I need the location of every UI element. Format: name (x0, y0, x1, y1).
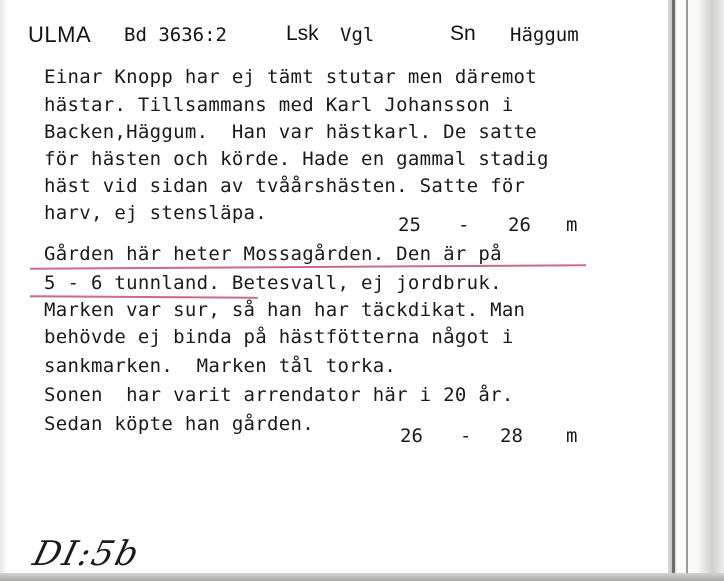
card-bottom-edge (0, 573, 724, 581)
handwritten-signature: DI:5b (29, 534, 145, 574)
text-line: Sedan köpte han gården. (44, 413, 314, 435)
socken-value: Häggum (510, 24, 579, 46)
highlight-underline (30, 264, 586, 269)
card-edge-line-secondary (686, 0, 688, 581)
text-line: Einar Knopp har ej tämt stutar men däremot (44, 66, 538, 88)
page-ref-from: 26 (400, 425, 423, 447)
landskap-label: Lsk (286, 22, 319, 45)
text-line: behövde ej binda på hästfötterna något i (44, 326, 514, 348)
page-ref-from: 25 (398, 214, 421, 236)
page-ref-dash: - (458, 214, 470, 236)
text-line: 5 - 6 tunnland. Betesvall, ej jordbruk. (44, 272, 502, 294)
page-ref-dash: - (460, 425, 472, 447)
archive-name: ULMA (28, 22, 92, 47)
socken-label: Sn (450, 22, 476, 45)
page-ref-to: 28 (500, 425, 523, 447)
text-line: hästar. Tillsammans med Karl Johansson i (44, 94, 514, 116)
page-ref-unit: m (566, 214, 578, 236)
card-left-shadow (0, 0, 8, 581)
landskap-value: Vgl (340, 24, 375, 46)
text-line: Gården här heter Mossagården. Den är på (44, 243, 502, 265)
card-edge-line (672, 0, 675, 581)
text-line: Backen,Häggum. Han var hästkarl. De satte (44, 121, 538, 143)
text-line: för hästen och körde. Hade en gammal stadig (44, 148, 549, 170)
text-line: harv, ej stensläpa. (44, 202, 268, 224)
text-line: sankmarken. Marken tål torka. (44, 355, 397, 377)
text-line: Sonen har varit arrendator här i 20 år. (44, 384, 514, 406)
record-number: Bd 3636:2 (124, 24, 227, 46)
card-right-edge (668, 0, 724, 581)
text-line: Marken var sur, så han har täckdikat. Man (44, 299, 526, 321)
page-ref-to: 26 (508, 214, 531, 236)
page-ref-unit: m (566, 425, 578, 447)
text-line: häst vid sidan av tvåårshästen. Satte för (44, 175, 526, 197)
